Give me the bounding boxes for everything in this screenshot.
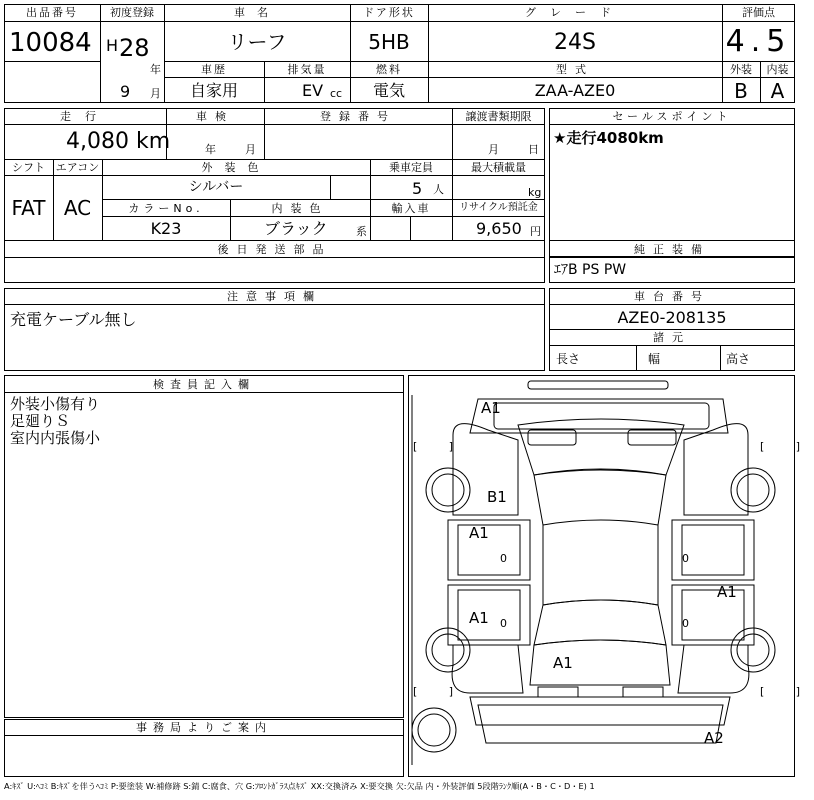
- inspection-label: 車検: [196, 110, 234, 123]
- score: 4.5: [725, 24, 792, 59]
- zero-mark: 0: [682, 552, 689, 565]
- notes-text: 充電ケーブル無し: [10, 310, 137, 329]
- lot-number: 10084: [9, 28, 92, 58]
- model-code: ZAA-AZE0: [534, 81, 616, 100]
- shift: FAT: [11, 196, 46, 220]
- equipment-text: ｴｱB PS PW: [554, 262, 627, 278]
- damage-mark-a1-front: A1: [481, 399, 501, 417]
- insp-month-unit: 月: [245, 143, 256, 156]
- shift-label: シフト: [12, 161, 45, 174]
- height-label: 高さ: [726, 352, 751, 366]
- sales-point-text: ★走行4080km: [553, 129, 664, 147]
- spec-label: 諸元: [653, 331, 691, 344]
- car-name: リーフ: [227, 30, 287, 54]
- interior-label: 内装: [766, 63, 789, 76]
- mileage: 4,080 km: [66, 129, 171, 154]
- insp-year-unit: 年: [205, 143, 216, 156]
- office-label: 事務局よりご案内: [136, 721, 272, 734]
- inspector-label: 検査員記入欄: [153, 378, 255, 391]
- interior-color: ブラック: [264, 219, 328, 238]
- inspector-line-1: 外装小傷有り: [10, 395, 101, 413]
- chassis-number: AZE0-208135: [617, 308, 727, 327]
- inspector-line-3: 室内内張傷小: [10, 429, 101, 447]
- chassis-label: 車台番号: [634, 290, 710, 303]
- car-outline-diagram: [408, 375, 795, 777]
- damage-mark-a1-trunk: A1: [553, 654, 573, 672]
- era-mark: H: [106, 36, 119, 55]
- fuel: 電気: [372, 81, 405, 100]
- history-label: 車歴: [201, 63, 227, 76]
- bracket-mark: [ ]: [760, 440, 814, 453]
- ac: AC: [63, 196, 92, 220]
- body-color: シルバー: [188, 179, 244, 195]
- capacity-unit: 人: [433, 183, 444, 196]
- transfer-label: 譲渡書類期限: [465, 110, 532, 123]
- capacity: 5: [412, 179, 423, 198]
- color-no-label: カラーNo.: [128, 202, 204, 215]
- month-unit: 月: [150, 87, 161, 100]
- inspector-line-2: 足廻りＳ: [10, 412, 71, 430]
- interior-grade: A: [770, 79, 785, 103]
- mileage-label: 走行: [60, 110, 110, 123]
- recycle-label: リサイクル預託金: [459, 202, 538, 213]
- transfer-month-unit: 月: [488, 143, 499, 156]
- reg-month: 9: [120, 82, 131, 101]
- interior-color-unit: 系: [356, 225, 367, 238]
- sales-point-label: セールスポイント: [612, 110, 732, 123]
- displacement-unit: cc: [330, 87, 343, 100]
- reg-year: 28: [119, 34, 150, 62]
- model-label: 型式: [556, 63, 594, 76]
- reg-no-label: 登録番号: [320, 110, 396, 123]
- damage-mark-a1-left-rear-door: A1: [469, 609, 489, 627]
- interior-color-label: 内装色: [271, 202, 329, 215]
- grade: 24S: [554, 30, 596, 55]
- bracket-mark: [ ]: [760, 685, 814, 698]
- score-label: 評価点: [742, 6, 775, 19]
- notes-label: 注意事項欄: [227, 290, 322, 303]
- capacity-label: 乗車定員: [389, 161, 433, 174]
- damage-mark-a1-left-front-door: A1: [469, 524, 489, 542]
- width-label: 幅: [648, 352, 661, 366]
- exterior-grade: B: [734, 79, 748, 103]
- load-unit: kg: [528, 186, 542, 199]
- import-label: 輸入車: [391, 202, 431, 215]
- history: 自家用: [189, 81, 238, 100]
- zero-mark: 0: [682, 617, 689, 630]
- damage-mark-a2-rear: A2: [704, 729, 724, 747]
- year-unit: 年: [150, 63, 161, 76]
- zero-mark: 0: [500, 617, 507, 630]
- bracket-mark: [ ]: [413, 685, 468, 698]
- first-reg-label: 初度登録: [110, 6, 154, 19]
- zero-mark: 0: [500, 552, 507, 565]
- legend-footer: A:ｷｽﾞ U:ﾍｺﾐ B:ｷｽﾞを伴うﾍｺﾐ P:要塗装 W:補修跡 S:錆 C:腐食、穴 G:ﾌﾛﾝﾄｶﾞﾗｽ点ｷｽﾞ XX:交換済み X:要交換 欠:欠品 内・外装評価 5段階ﾗﾝｸ順(A・B・C・D・E) 1: [4, 781, 595, 791]
- displacement: EV: [302, 81, 324, 100]
- length-label: 長さ: [556, 352, 581, 366]
- fuel-label: 燃料: [376, 63, 402, 76]
- transfer-day-unit: 日: [528, 143, 539, 156]
- grade-label: グレード: [525, 6, 625, 19]
- bracket-mark: [ ]: [413, 440, 468, 453]
- color-label: 外装色: [201, 161, 271, 174]
- ac-label: エアコン: [55, 161, 100, 174]
- later-parts-label: 後日発送部品: [217, 243, 332, 256]
- door-label: ドア形状: [363, 6, 415, 19]
- displacement-label: 排気量: [287, 63, 327, 76]
- recycle-fee: 9,650: [476, 219, 522, 238]
- load-label: 最大積載量: [471, 161, 526, 174]
- recycle-unit: 円: [530, 225, 541, 238]
- damage-mark-b1: B1: [487, 488, 507, 506]
- equipment-label: 純正装備: [634, 243, 710, 256]
- exterior-label: 外装: [730, 63, 752, 76]
- color-no: K23: [150, 219, 182, 238]
- damage-mark-a1-right-rear-door: A1: [717, 583, 737, 601]
- door-type: 5HB: [368, 30, 410, 54]
- car-name-label: 車名: [234, 6, 280, 19]
- lot-no-label: 出品番号: [26, 6, 78, 19]
